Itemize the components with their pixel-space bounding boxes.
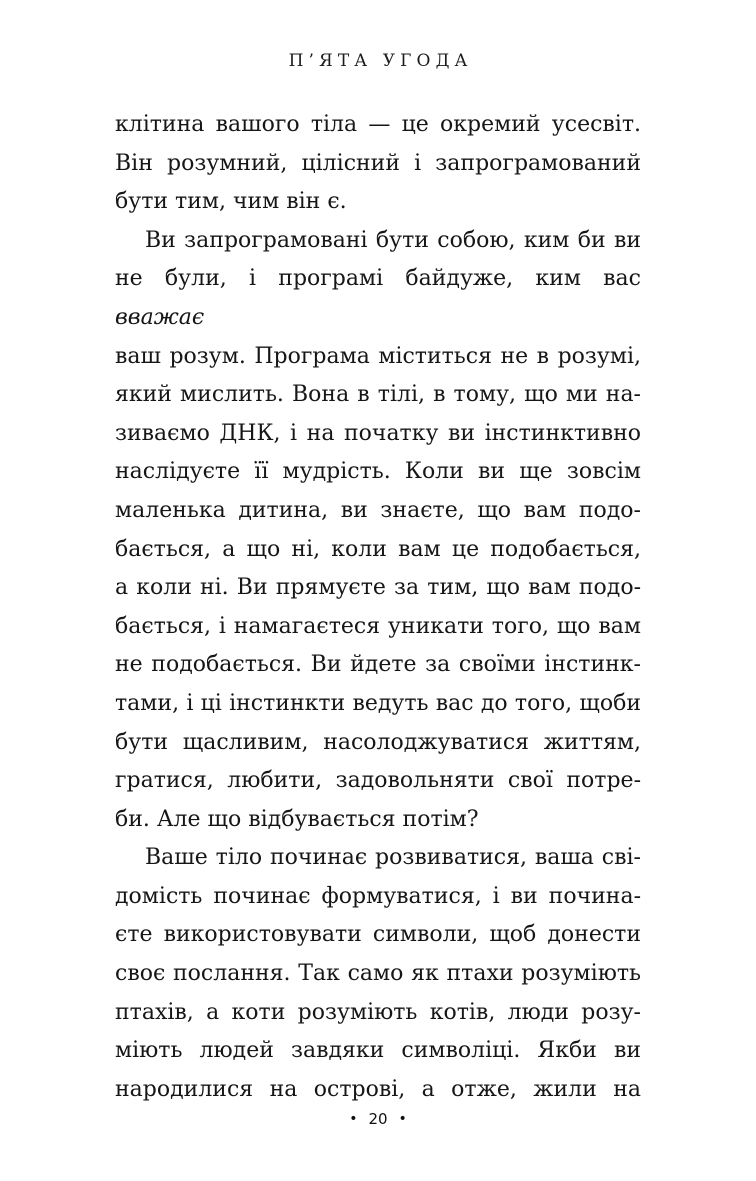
text-line: бається, і намагаєтеся уникати того, що вам: [115, 613, 641, 639]
text-line: птахів, а коти розуміють котів, люди розу-: [115, 999, 641, 1025]
text-line: [115, 260, 641, 337]
text-line: маленька дитина, ви знаєте, що вам подо-: [115, 497, 641, 523]
text-line: який мислить. Вона в тілі, в тому, що ми на-: [115, 382, 641, 408]
text-line: єте використовувати символи, щоб донести: [115, 922, 641, 948]
text-line: бути тим, чим він є.: [115, 189, 347, 215]
text-line: не подобається. Ви йдете за своїми інстинк-: [115, 652, 641, 678]
text-line: а коли ні. Ви прямуєте за тим, що вам подо-: [115, 575, 641, 601]
text-line: бається, а що ні, коли вам це подобається,: [115, 536, 641, 562]
text-line: народилися на острові, а отже, жили на: [115, 1076, 641, 1102]
folio-bullet-left: •: [349, 1111, 358, 1127]
page-footer: [0, 1110, 756, 1128]
page-number: 20: [368, 1110, 388, 1128]
folio-bullet-right: •: [398, 1111, 407, 1127]
paragraph-1: [115, 106, 641, 222]
running-head: П’ЯТА УГОДА: [288, 51, 473, 71]
text-line: тами, і ці інстинкти ведуть вас до того, щоби: [115, 690, 641, 716]
text-block: [115, 106, 641, 1109]
paragraph-2: [115, 222, 641, 840]
text-line: клітина вашого тіла — це окремий усесвіт.: [115, 112, 641, 137]
text-line: Ваше тіло починає розвиватися, ваша сві-: [145, 845, 641, 871]
text-line: зиваємо ДНК, і на початку ви інстинктивно: [115, 420, 641, 446]
text-line: би. Але що відбувається потім?: [115, 806, 479, 832]
text-line: ваш розум. Програма міститься не в розумі,: [115, 343, 641, 369]
text-line: бути щасливим, насолоджуватися життям,: [115, 729, 641, 755]
text-line: Ви запрограмовані бути собою, ким би ви: [145, 227, 641, 253]
text-line: домість починає формуватися, і ви почина-: [115, 883, 641, 909]
text-line: Він розумний, цілісний і запрограмований: [115, 150, 641, 176]
text-segment: не були, і програмі байдуже, ким вас: [115, 266, 641, 292]
paragraph-3: [115, 839, 641, 1109]
text-line: міють людей завдяки символіці. Якби ви: [115, 1038, 641, 1064]
text-line: наслідуєте її мудрість. Коли ви ще зовсім: [115, 459, 641, 485]
text-line: своє послання. Так само як птахи розуміють: [115, 961, 641, 987]
text-line: гратися, любити, задовольняти свої потре-: [115, 768, 641, 794]
italic-word: вважає: [115, 304, 205, 330]
